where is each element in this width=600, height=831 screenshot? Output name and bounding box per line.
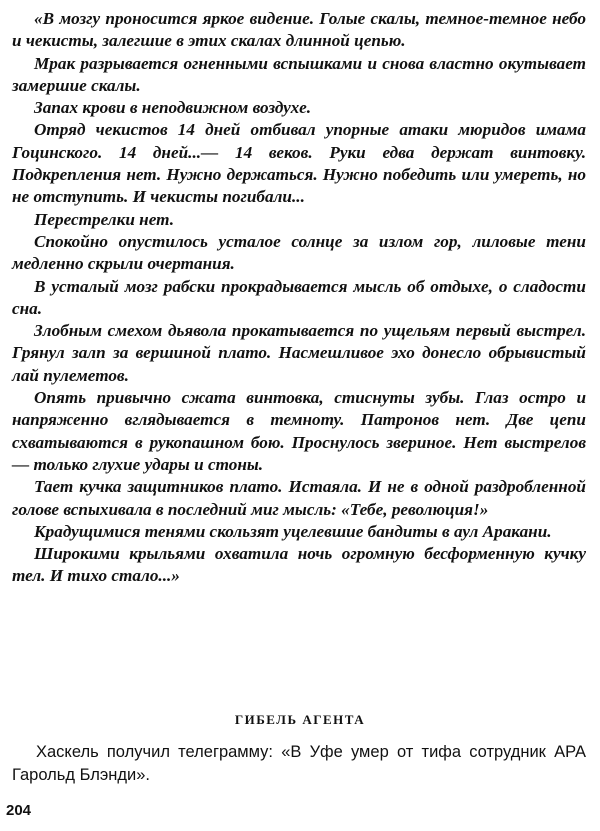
paragraph: Опять привычно сжата винтовка, стиснуты зубы. Глаз остро и напряженно вглядывается в темноту. Патронов нет. Две цепи схватываются в рукопашном бою. Проснулось звериное. Нет выстрелов — только глухие удары и стоны.	[12, 388, 586, 474]
paragraph: Спокойно опустилось усталое солнце за излом гор, лиловые тени медленно скрыли очертания.	[12, 231, 586, 274]
page-number: 204	[6, 802, 32, 819]
paragraph: Запах крови в неподвижном воздухе.	[34, 98, 312, 118]
paragraph: Тает кучка защитников плато. Истаяла. И не в одной раздробленной голове вспыхивала в последний миг мысль: «Тебе, революция!»	[12, 477, 586, 519]
paragraph: Крадущимися тенями скользят уцелевшие бандиты в аул Аракани.	[34, 521, 552, 541]
paragraph: Злобным смехом дьявола прокатывается по ущельям первый выстрел. Грянул залп за вершиной плато. Насмешливое эхо донесло обрывистый лай пулеметов.	[12, 321, 586, 385]
paragraph: «В мозгу проносится яркое видение. Голые скалы, темное-темное небо и чекисты, залегшие в этих скалах длинной цепью.	[12, 9, 586, 51]
italic-quote-block	[12, 8, 586, 588]
section-title: ГИБЕЛЬ АГЕНТА	[234, 712, 366, 727]
paragraph: В усталый мозг рабски прокрадывается мысль об отдыхе, о сладости сна.	[12, 276, 586, 318]
paragraph: Перестрелки нет.	[34, 209, 174, 229]
paragraph: Мрак разрывается огненными вспышками и снова властно окутывает замершие скалы.	[12, 53, 586, 95]
paragraph: Широкими крыльями охватила ночь огромную бесформенную кучку тел. И тихо стало...»	[12, 544, 586, 586]
paragraph: Отряд чекистов 14 дней отбивал упорные атаки мюридов имама Гоцинского. 14 дней...— 14 веков. Руки едва держат винтовку. Подкрепления нет. Нужно держаться. Нужно победить или умереть, но не отступить. И чекисты погибали...	[12, 120, 586, 207]
body-paragraph: Хаскель получил телеграмму: «В Уфе умер от тифа сотрудник АРА Гарольд Блэнди».	[12, 743, 586, 784]
